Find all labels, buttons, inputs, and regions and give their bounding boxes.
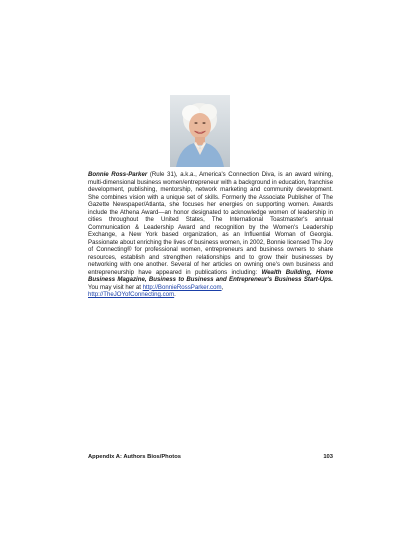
link-separator: , bbox=[221, 283, 224, 291]
bio-text: (Rule 31), a.k.a., America's Connection Diva, is an award wining, multi-dimensional business women/entrepreneur with a background in education, franchise development, publishing, mentorship, network marketing and community development. She combines vision with a unique set of skills. Formerly the Associate Publisher of The Gazette Newspaper/Atlanta, she focuses her energies on supporting women. Awards include the Athena Award—an honor designated to acknowledge women of leadership in cities throughout the United States, The International Toastmaster's annual Communication & Leadership Award and recognition by the Women's Leadership Exchange, a New York based organization, as an Influential Woman of Georgia. Passionate about enriching the lives of business women, in 2002, Bonnie licensed The Joy of Connecting® for professional women, entrepreneurs and business owners to share resources, establish and strengthen relationships and to grow their businesses by networking with one another. Several of her articles on owning one's own business and entrepreneurship have appeared in publications including: bbox=[88, 171, 333, 276]
bio-visit-text: You may visit her at bbox=[88, 283, 143, 291]
author-bio bbox=[88, 171, 333, 299]
page-footer bbox=[88, 454, 333, 460]
website-link-bonnierossparker[interactable]: http://BonnieRossParker.com bbox=[142, 283, 222, 291]
page-number: 103 bbox=[323, 454, 333, 460]
author-photo bbox=[170, 95, 230, 167]
author-name: Bonnie Ross-Parker bbox=[88, 171, 148, 178]
publication-list: Wealth Building, Home Business Magazine, Business to Business and Entrepreneur's Business Start-Ups. bbox=[88, 268, 333, 283]
footer-section-title: Appendix A: Authors Bios/Photos bbox=[88, 454, 181, 460]
bio-end: . bbox=[174, 291, 176, 298]
website-link-thejoyofconnecting[interactable]: http://TheJOYofConnecting.com bbox=[88, 291, 175, 298]
portrait-image bbox=[170, 95, 230, 167]
